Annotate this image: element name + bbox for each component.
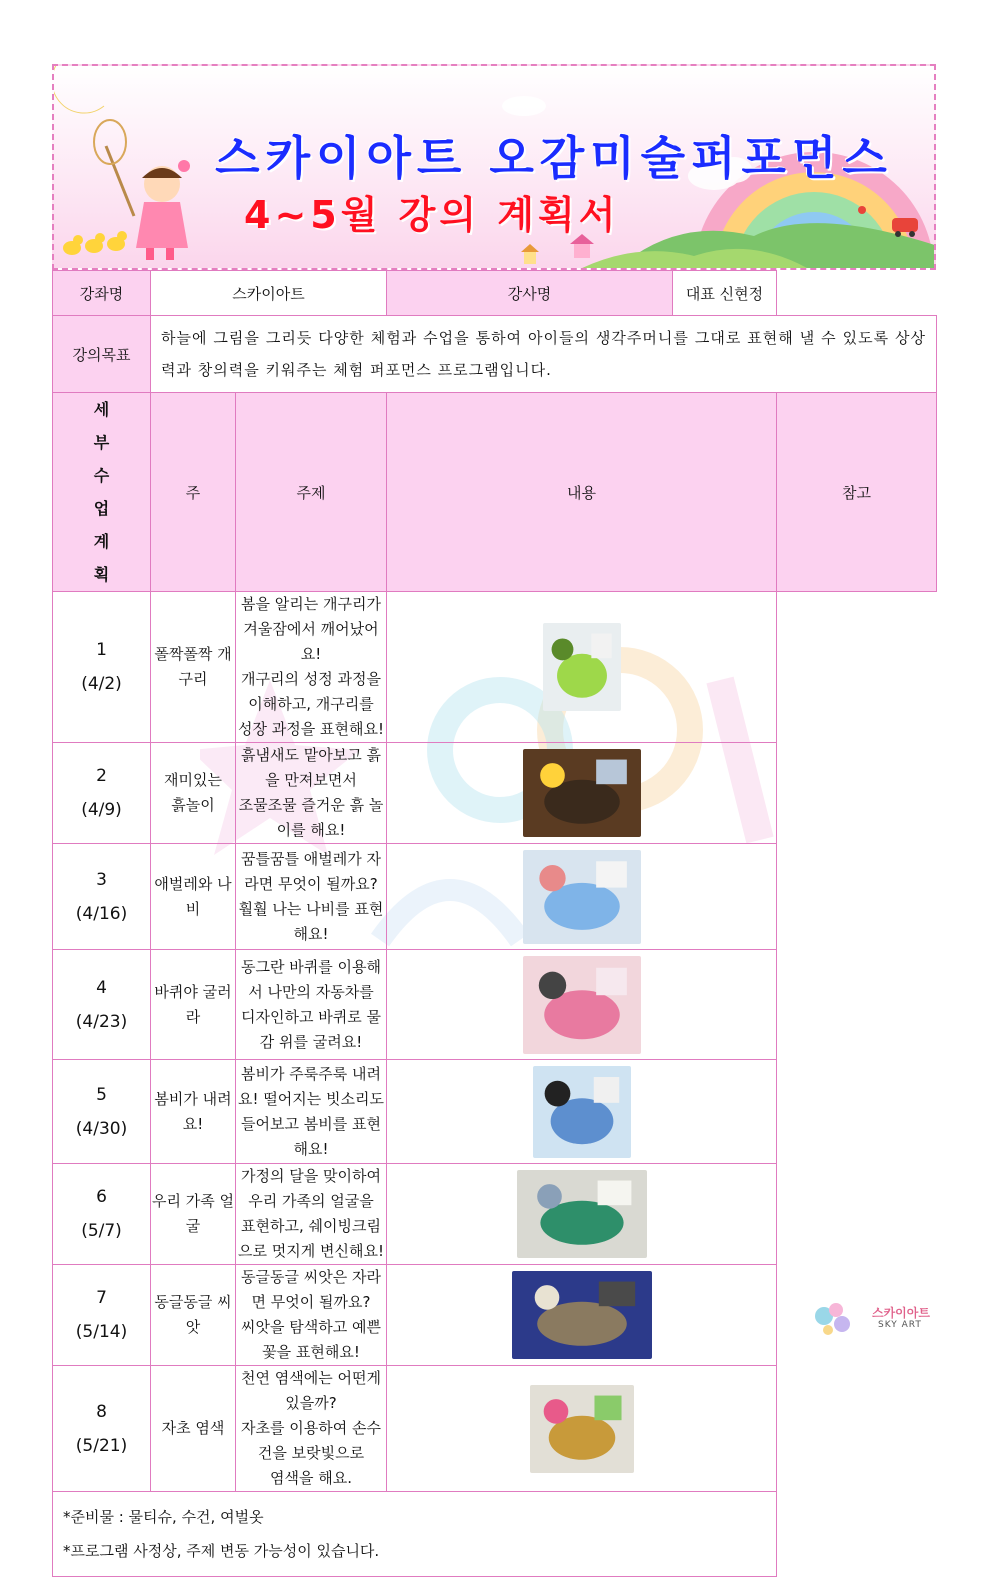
week-date: (4/16) bbox=[75, 903, 128, 924]
content-line: 꿈틀꿈틀 애벌레가 자라면 무엇이 될까요? bbox=[241, 849, 381, 893]
instructor-label-text: 강사명 bbox=[507, 284, 552, 303]
side-label-char: 업 bbox=[93, 499, 110, 518]
content-line: 훨훨 나는 나비를 표현해요! bbox=[238, 899, 384, 943]
plan-row bbox=[53, 844, 937, 950]
content-line: 자초를 이용하여 손수건을 보랏빛으로 bbox=[241, 1419, 381, 1462]
plan-row bbox=[53, 1366, 937, 1492]
content-cell bbox=[236, 844, 387, 950]
reference-cell bbox=[387, 1164, 777, 1265]
document-title: 스카이아트 오감미술퍼포먼스 bbox=[215, 131, 893, 185]
content-line: 개구리의 성정 과정을 이해하고, 개구리를 bbox=[241, 670, 381, 713]
topic-cell bbox=[151, 743, 236, 844]
week-date: (5/14) bbox=[75, 1322, 128, 1342]
column-header-topic: 주제 bbox=[236, 393, 387, 592]
content-line: 성장 과정을 표현해요! bbox=[238, 720, 384, 738]
column-header-row bbox=[53, 393, 937, 592]
duckling-icon bbox=[63, 231, 127, 255]
topic-line: 자초 염색 bbox=[161, 1419, 225, 1437]
content-cell bbox=[236, 1265, 387, 1366]
content-line: 표현하고, 쉐이빙크림으로 멋지게 변신해요! bbox=[238, 1217, 384, 1260]
side-label-char: 수 bbox=[93, 466, 110, 485]
plan-row bbox=[53, 950, 937, 1060]
week-cell bbox=[53, 950, 151, 1060]
header-banner bbox=[52, 64, 936, 270]
note-line: *준비물 : 물티슈, 수건, 여벌옷 bbox=[63, 1508, 264, 1526]
notes-row bbox=[53, 1492, 937, 1577]
content-line: 천연 염색에는 어떤게 있을까? bbox=[241, 1369, 381, 1412]
course-value: 스카이아트 bbox=[151, 271, 387, 316]
sky-art-logo bbox=[812, 1300, 942, 1340]
side-label bbox=[53, 393, 151, 592]
week-number: 2 bbox=[96, 766, 107, 786]
content-line: 동그란 바퀴를 이용해서 나만의 자동차를 bbox=[241, 957, 381, 1001]
plan-row bbox=[53, 1060, 937, 1164]
content-cell bbox=[236, 743, 387, 844]
week-date: (4/23) bbox=[75, 1011, 128, 1032]
week-date: (4/9) bbox=[81, 800, 122, 820]
lecture-plan-table bbox=[52, 270, 937, 1577]
seed-play-photo bbox=[512, 1271, 652, 1359]
note-line: *프로그램 사정상, 주제 변동 가능성이 있습니다. bbox=[63, 1542, 380, 1560]
week-cell bbox=[53, 1060, 151, 1164]
reference-cell bbox=[387, 1060, 777, 1164]
wheel-painting-photo bbox=[523, 956, 641, 1054]
week-cell bbox=[53, 743, 151, 844]
content-cell bbox=[236, 950, 387, 1060]
content-cell bbox=[236, 1164, 387, 1265]
plan-row bbox=[53, 743, 937, 844]
notes bbox=[53, 1492, 777, 1577]
content-line: 봄을 알리는 개구리가 겨울잠에서 깨어났어요! bbox=[241, 595, 381, 663]
content-cell bbox=[236, 1060, 387, 1164]
topic-cell bbox=[151, 1265, 236, 1366]
topic-line: 바퀴야 굴러라 bbox=[154, 982, 232, 1026]
topic-line: 폴짝폴짝 개구리 bbox=[154, 645, 232, 688]
week-cell bbox=[53, 1265, 151, 1366]
plan-row bbox=[53, 1265, 937, 1366]
topic-cell bbox=[151, 1164, 236, 1265]
girl-with-net-icon bbox=[94, 120, 190, 260]
topic-line: 재미있는 bbox=[164, 771, 222, 789]
content-line: 들어보고 봄비를 표현해요! bbox=[241, 1114, 381, 1158]
reference-cell bbox=[387, 1265, 777, 1366]
butterfly-craft-photo bbox=[523, 850, 641, 944]
week-cell bbox=[53, 592, 151, 743]
family-face-photo bbox=[517, 1170, 647, 1258]
week-cell bbox=[53, 844, 151, 950]
plan-row bbox=[53, 1164, 937, 1265]
topic-line: 봄비가 내려요! bbox=[154, 1089, 232, 1133]
topic-cell bbox=[151, 844, 236, 950]
week-number: 1 bbox=[96, 640, 107, 660]
reference-cell bbox=[387, 592, 777, 743]
topic-cell bbox=[151, 1060, 236, 1164]
goal-text: 하늘에 그림을 그리듯 다양한 체험과 수업을 통하여 아이들의 생각주머니를 그대로 표현해 낼 수 있도록 상상력과 창의력을 키워주는 체험 퍼포먼스 프로그램입니다. bbox=[151, 316, 937, 393]
week-number: 3 bbox=[96, 869, 107, 890]
reference-cell bbox=[387, 743, 777, 844]
week-date: (4/2) bbox=[81, 674, 122, 694]
plan-row bbox=[53, 592, 937, 743]
side-label-char: 세 bbox=[93, 400, 110, 419]
instructor-value: 대표 신현정 bbox=[672, 271, 776, 315]
logo-text-en: SKY ART bbox=[878, 1320, 922, 1330]
week-cell bbox=[53, 1164, 151, 1265]
week-number: 8 bbox=[96, 1401, 107, 1422]
goal-label: 강의목표 bbox=[53, 316, 151, 393]
frog-craft-photo bbox=[543, 623, 621, 711]
topic-line: 흙놀이 bbox=[171, 796, 215, 814]
info-row bbox=[53, 271, 937, 316]
spring-rain-photo bbox=[533, 1066, 631, 1158]
natural-dye-photo bbox=[530, 1385, 634, 1473]
logo-text-ko: 스카이아트 bbox=[872, 1306, 930, 1320]
topic-cell bbox=[151, 950, 236, 1060]
reference-cell bbox=[387, 844, 777, 950]
column-header-content: 내용 bbox=[387, 393, 777, 592]
content-line: 디자인하고 바퀴로 물감 위를 굴려요! bbox=[241, 1007, 381, 1051]
side-label-char: 획 bbox=[93, 565, 110, 584]
topic-line: 동글동글 씨앗 bbox=[154, 1293, 232, 1336]
content-line: 흙냄새도 맡아보고 흙을 만져보면서 bbox=[241, 746, 381, 789]
column-header-reference: 참고 bbox=[777, 393, 937, 592]
document-subtitle: 4~5월 강의 계획서 bbox=[244, 193, 620, 237]
week-number: 7 bbox=[96, 1288, 107, 1308]
topic-cell bbox=[151, 1366, 236, 1492]
course-label: 강좌명 bbox=[53, 271, 151, 316]
content-line: 씨앗을 탐색하고 예쁜 꽃을 표현해요! bbox=[241, 1318, 381, 1361]
week-date: (5/21) bbox=[75, 1435, 128, 1456]
content-line: 봄비가 주룩주룩 내려요! 떨어지는 빗소리도 bbox=[238, 1064, 384, 1108]
content-line: 동글동글 씨앗은 자라면 무엇이 될까요? bbox=[241, 1268, 381, 1311]
content-cell bbox=[236, 592, 387, 743]
week-cell bbox=[53, 1366, 151, 1492]
side-label-char: 계 bbox=[93, 532, 110, 551]
week-date: (4/30) bbox=[75, 1118, 128, 1139]
content-cell bbox=[236, 1366, 387, 1492]
instructor-label bbox=[387, 271, 777, 316]
topic-line: 우리 가족 얼굴 bbox=[152, 1192, 234, 1235]
week-number: 6 bbox=[96, 1187, 107, 1207]
content-line: 조물조물 즐거운 흙 놀이를 해요! bbox=[238, 796, 384, 839]
week-date: (5/7) bbox=[81, 1221, 122, 1241]
topic-cell bbox=[151, 592, 236, 743]
column-header-week: 주 bbox=[151, 393, 236, 592]
content-line: 가정의 달을 맞이하여 우리 가족의 얼굴을 bbox=[241, 1167, 381, 1210]
reference-cell bbox=[387, 1366, 777, 1492]
goal-row bbox=[53, 316, 937, 393]
side-label-char: 부 bbox=[93, 433, 110, 452]
reference-cell bbox=[387, 950, 777, 1060]
week-number: 4 bbox=[96, 977, 107, 998]
topic-line: 애벌레와 나비 bbox=[154, 874, 232, 918]
moon-icon bbox=[54, 66, 104, 113]
content-line: 염색을 해요. bbox=[270, 1469, 352, 1487]
week-number: 5 bbox=[96, 1084, 107, 1105]
soil-play-photo bbox=[523, 749, 641, 837]
